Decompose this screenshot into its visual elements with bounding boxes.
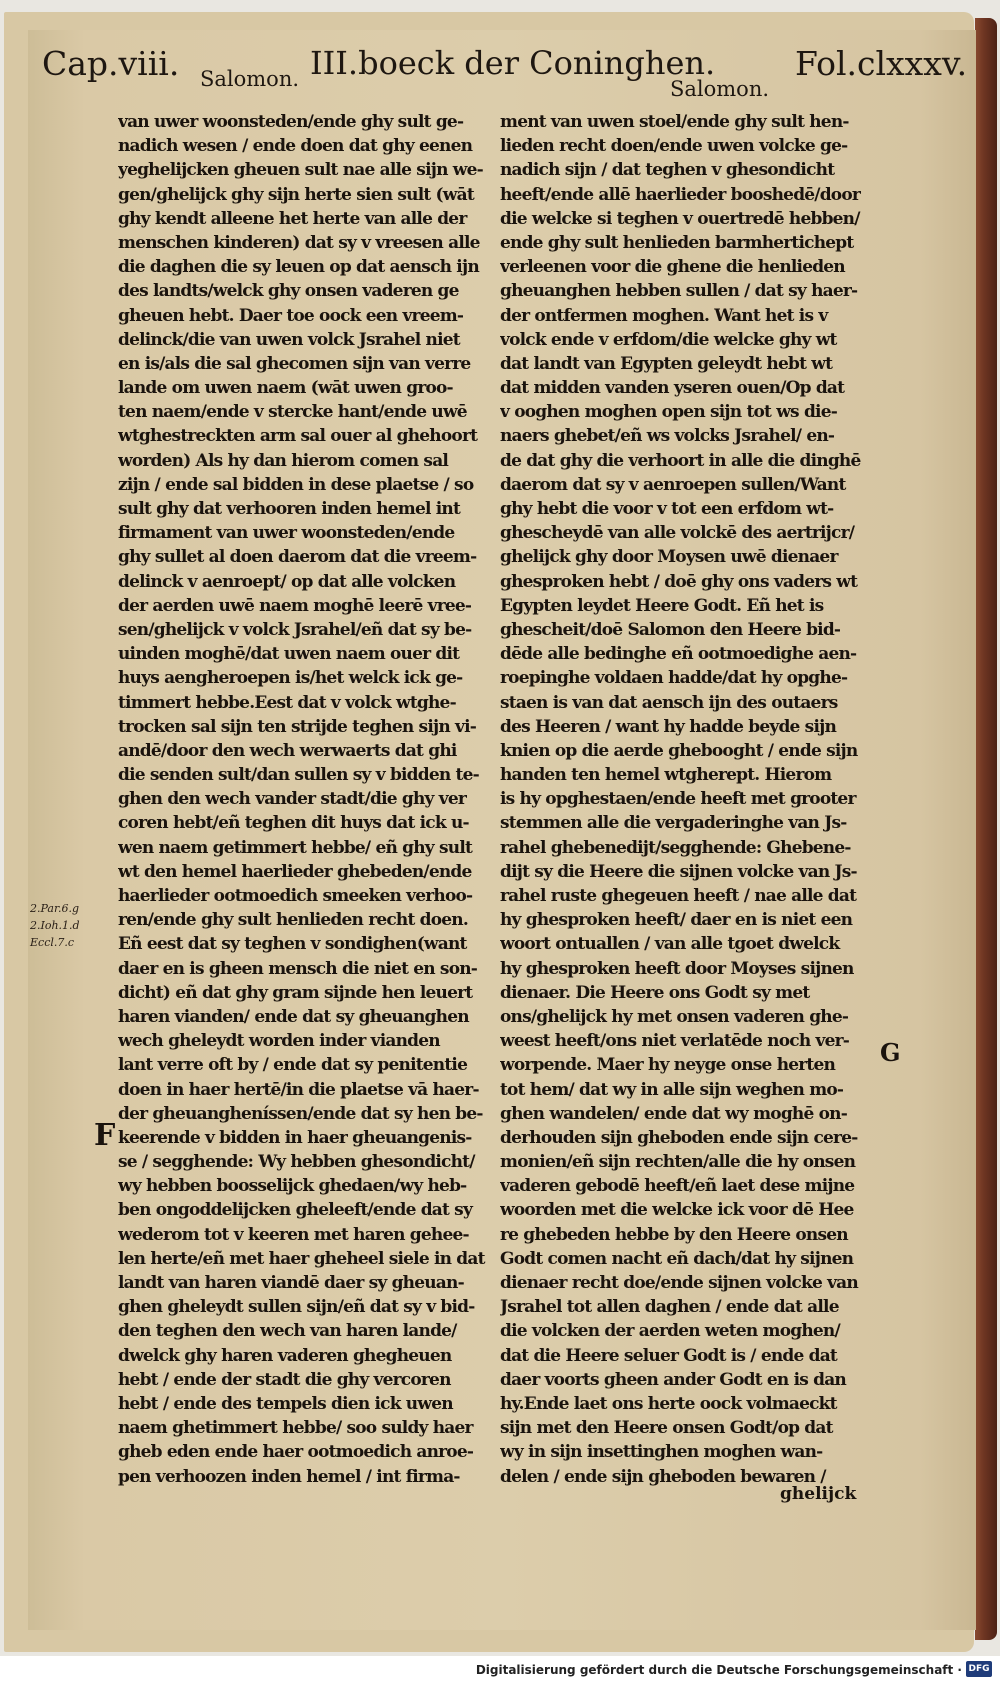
text-line: lande om uwen naem (wāt uwen groo- bbox=[118, 378, 453, 399]
text-line: ghesproken hebt / doē ghy ons vaders wt bbox=[500, 571, 858, 592]
text-line: andē/door den wech werwaerts dat ghi bbox=[118, 740, 457, 761]
text-line: wtghestreckten arm sal ouer al ghehoort bbox=[118, 426, 478, 447]
text-line: haren vianden/ ende dat sy gheuanghen bbox=[118, 1006, 469, 1027]
text-line: ghen wandelen/ ende dat wy moghē on- bbox=[500, 1103, 847, 1124]
text-line: nadich wesen / ende doen dat ghy eenen bbox=[118, 136, 473, 157]
text-line: des landts/welck ghy onsen vaderen ge bbox=[118, 281, 459, 302]
text-line: en is/als die sal ghecomen sijn van verre bbox=[118, 353, 471, 374]
text-line: sijn met den Heere onsen Godt/op dat bbox=[500, 1418, 833, 1439]
text-line: zijn / ende sal bidden in dese plaetse / so bbox=[118, 474, 474, 495]
text-line: dat landt van Egypten geleydt hebt wt bbox=[500, 353, 833, 374]
text-line: daer en is gheen mensch die niet en son- bbox=[118, 958, 478, 979]
text-line: doen in haer hertē/in die plaetse vā haer- bbox=[118, 1079, 479, 1100]
text-line: hy.Ende laet ons herte oock volmaeckt bbox=[500, 1393, 837, 1414]
book-title: III.boeck der Coninghen. bbox=[310, 44, 716, 82]
margin-note: 2.Par.6.g bbox=[30, 902, 80, 915]
text-line: ghelijck ghy door Moysen uwē dienaer bbox=[500, 547, 838, 568]
text-line: daer voorts gheen ander Godt en is dan bbox=[500, 1369, 846, 1390]
text-line: sult ghy dat verhooren inden hemel int bbox=[118, 499, 461, 519]
section-marker-g: G bbox=[880, 1038, 901, 1067]
text-line: ghescheydē van alle volckē des aertrijcr/ bbox=[500, 523, 855, 544]
text-line: wy hebben boosselijck ghedaen/wy heb- bbox=[118, 1176, 467, 1197]
chapter-heading: Cap.viii. bbox=[42, 44, 180, 83]
text-line: derhouden sijn gheboden ende sijn cere- bbox=[500, 1127, 858, 1148]
text-line: hy ghesproken heeft door Moyses sijnen bbox=[500, 958, 854, 979]
text-line: dicht) eñ dat ghy gram sijnde hen leuert bbox=[118, 982, 473, 1003]
text-line: re ghebeden hebbe by den Heere onsen bbox=[500, 1224, 848, 1245]
text-line: der aerden uwē naem moghē leerē vree- bbox=[118, 595, 472, 616]
text-line: die welcke si teghen v ouertredē hebben/ bbox=[500, 208, 860, 229]
text-line: rahel ruste ghegeuen heeft / nae alle dat bbox=[500, 886, 857, 906]
text-line: gen/ghelijck ghy sijn herte sien sult (wāt bbox=[118, 184, 474, 205]
text-line: Jsrahel tot allen daghen / ende dat alle bbox=[500, 1297, 839, 1318]
text-line: worpende. Maer hy neyge onse herten bbox=[500, 1055, 836, 1076]
text-line: gheb eden ende haer ootmoedich anroe- bbox=[118, 1442, 474, 1463]
text-line: der gheuangheníssen/ende dat sy hen be- bbox=[118, 1103, 483, 1124]
text-line: ghy kendt alleene het herte van alle der bbox=[118, 208, 467, 229]
text-line: wt den hemel haerlieder ghebeden/ende bbox=[118, 861, 472, 882]
text-line: staen is van dat aensch ijn des outaers bbox=[500, 692, 838, 713]
text-line: ghy sullet al doen daerom dat die vreem- bbox=[118, 547, 477, 568]
text-line: ons/ghelijck hy met onsen vaderen ghe- bbox=[500, 1006, 849, 1027]
text-line: yeghelijcken gheuen sult nae alle sijn we- bbox=[118, 160, 483, 181]
text-line: huys aengheroepen is/het welck ick ge- bbox=[118, 668, 463, 689]
text-line: verleenen voor die ghene die henlieden bbox=[500, 257, 845, 278]
text-line: lant verre oft by / ende dat sy penitentie bbox=[118, 1055, 468, 1076]
text-line: stemmen alle die vergaderinghe van Js- bbox=[500, 813, 847, 834]
folio-number: Fol.clxxxv. bbox=[795, 44, 968, 83]
text-line: len herte/eñ met haer gheheel siele in dat bbox=[118, 1248, 485, 1269]
text-line: die daghen die sy leuen op dat aensch ijn bbox=[118, 257, 479, 278]
text-line: ren/ende ghy sult henlieden recht doen. bbox=[118, 910, 468, 931]
text-line: naers ghebet/eñ ws volcks Jsrahel/ en- bbox=[500, 426, 835, 447]
text-line: wech gheleydt worden inder vianden bbox=[118, 1031, 440, 1052]
text-line: naem ghetimmert hebbe/ soo suldy haer bbox=[118, 1418, 473, 1439]
text-line: des Heeren / want hy hadde beyde sijn bbox=[500, 716, 837, 737]
text-line: woort ontuallen / van alle tgoet dwelck bbox=[500, 934, 840, 955]
text-line: hy ghesproken heeft/ daer en is niet een bbox=[500, 910, 853, 931]
text-line: Godt comen nacht eñ dach/dat hy sijnen bbox=[500, 1248, 854, 1269]
text-line: ment van uwen stoel/ende ghy sult hen- bbox=[500, 112, 849, 132]
text-line: die senden sult/dan sullen sy v bidden te- bbox=[118, 765, 479, 786]
text-line: hebt / ende des tempels dien ick uwen bbox=[118, 1393, 453, 1414]
text-line: haerlieder ootmoedich smeeken verhoo- bbox=[118, 886, 473, 906]
text-line: dwelck ghy haren vaderen ghegheuen bbox=[118, 1345, 452, 1366]
margin-note: 2.Ioh.1.d bbox=[30, 919, 80, 932]
text-line: menschen kinderen) dat sy v vreesen alle bbox=[118, 232, 480, 253]
section-marker-f: F bbox=[94, 1118, 116, 1153]
digitization-credit: Digitalisierung gefördert durch die Deutsche Forschungsgemeinschaft · bbox=[475, 1663, 962, 1677]
text-line: ghescheit/doē Salomon den Heere bid- bbox=[500, 619, 841, 640]
text-line: nadich sijn / dat teghen v ghesondicht bbox=[500, 160, 835, 181]
running-head-right: Salomon. bbox=[670, 77, 770, 101]
text-line: tot hem/ dat wy in alle sijn weghen mo- bbox=[500, 1079, 844, 1100]
text-line: volck ende v erfdom/die welcke ghy wt bbox=[500, 329, 837, 350]
text-column-left bbox=[118, 110, 494, 1489]
text-line: daerom dat sy v aenroepen sullen/Want bbox=[500, 474, 846, 495]
text-line: dēde alle bedinghe eñ ootmoedighe aen- bbox=[500, 644, 857, 665]
text-line: dienaer recht doe/ende sijnen volcke van bbox=[500, 1273, 858, 1293]
text-column-right bbox=[500, 110, 872, 1489]
text-line: dat die Heere seluer Godt is / ende dat bbox=[500, 1345, 837, 1366]
text-line: van uwer woonsteden/ende ghy sult ge- bbox=[118, 112, 464, 132]
text-line: der ontfermen moghen. Want het is v bbox=[500, 305, 828, 326]
text-line: coren hebt/eñ teghen dit huys dat ick u- bbox=[118, 813, 469, 834]
text-line: ende ghy sult henlieden barmhertichept bbox=[500, 232, 854, 253]
text-line: is hy opghestaen/ende heeft met grooter bbox=[500, 789, 856, 810]
text-line: v ooghen moghen open sijn tot ws die- bbox=[500, 402, 837, 423]
text-line: dijt sy die Heere die sijnen volcke van Js- bbox=[500, 861, 857, 882]
margin-note: Eccl.7.c bbox=[30, 936, 75, 949]
text-line: dat midden vanden yseren ouen/Op dat bbox=[500, 378, 845, 399]
text-line: timmert hebbe.Eest dat v volck wtghe- bbox=[118, 692, 456, 713]
text-line: se / segghende: Wy hebben ghesondicht/ bbox=[118, 1152, 475, 1173]
text-line: heeft/ende allē haerlieder booshedē/door bbox=[500, 184, 861, 205]
text-line: vaderen gebodē heeft/eñ laet dese mijne bbox=[500, 1176, 855, 1197]
text-line: delinck/die van uwen volck Jsrahel niet bbox=[118, 329, 460, 350]
text-line: pen verhoozen inden hemel / int firma- bbox=[118, 1466, 460, 1487]
text-line: uinden moghē/dat uwen naem ouer dit bbox=[118, 644, 460, 665]
dfg-logo: DFG bbox=[966, 1661, 992, 1677]
text-line: trocken sal sijn ten strijde teghen sijn vi- bbox=[118, 716, 477, 737]
text-line: woorden met die welcke ick voor dē Hee bbox=[500, 1200, 854, 1221]
text-line: ten naem/ende v stercke hant/ende uwē bbox=[118, 402, 467, 423]
text-line: delen / ende sijn gheboden bewaren / bbox=[500, 1466, 826, 1487]
text-line: gheuen hebt. Daer toe oock een vreem- bbox=[118, 305, 464, 326]
margin-notes bbox=[30, 900, 100, 951]
running-head-left: Salomon. bbox=[200, 67, 300, 91]
text-line: firmament van uwer woonsteden/ende bbox=[118, 523, 455, 544]
text-line: ghen den wech vander stadt/die ghy ver bbox=[118, 789, 466, 810]
text-line: de dat ghy die verhoort in alle die dinghē bbox=[500, 450, 861, 471]
text-line: weest heeft/ons niet verlatēde noch ver- bbox=[500, 1031, 850, 1052]
text-line: roepinghe voldaen hadde/dat hy opghe- bbox=[500, 668, 848, 689]
text-line: ben ongoddelijcken gheleeft/ende dat sy bbox=[118, 1200, 473, 1221]
text-line: wederom tot v keeren met haren gehee- bbox=[118, 1224, 469, 1245]
text-line: ghen gheleydt sullen sijn/eñ dat sy v bid- bbox=[118, 1297, 475, 1318]
text-line: monien/eñ sijn rechten/alle die hy onsen bbox=[500, 1152, 856, 1173]
text-line: wy in sijn insettinghen moghen wan- bbox=[500, 1442, 823, 1463]
text-line: knien op die aerde ghebooght / ende sijn bbox=[500, 740, 858, 761]
text-line: worden) Als hy dan hierom comen sal bbox=[118, 450, 449, 471]
text-line: hebt / ende der stadt die ghy vercoren bbox=[118, 1369, 451, 1390]
text-line: wen naem getimmert hebbe/ eñ ghy sult bbox=[118, 837, 473, 858]
text-line: die volcken der aerden weten moghen/ bbox=[500, 1321, 840, 1342]
text-line: ghy hebt die voor v tot een erfdom wt- bbox=[500, 499, 834, 519]
text-line: rahel ghebenedijt/segghende: Ghebene- bbox=[500, 837, 851, 858]
text-line: handen ten hemel wtgherept. Hierom bbox=[500, 765, 832, 786]
text-line: delinck v aenroept/ op dat alle volcken bbox=[118, 571, 456, 592]
catchword: ghelijck bbox=[780, 1484, 857, 1504]
book-fore-edge bbox=[975, 18, 997, 1640]
text-line: keerende v bidden in haer gheuangenis- bbox=[118, 1127, 472, 1148]
text-line: Egypten leydet Heere Godt. Eñ het is bbox=[500, 595, 824, 616]
text-line: sen/ghelijck v volck Jsrahel/eñ dat sy be- bbox=[118, 619, 472, 640]
text-line: den teghen den wech van haren lande/ bbox=[118, 1321, 457, 1342]
text-line: Eñ eest dat sy teghen v sondighen(want bbox=[118, 934, 467, 955]
text-line: lieden recht doen/ende uwen volcke ge- bbox=[500, 136, 848, 157]
text-line: landt van haren viandē daer sy gheuan- bbox=[118, 1273, 464, 1293]
text-line: dienaer. Die Heere ons Godt sy met bbox=[500, 982, 810, 1003]
text-line: gheuanghen hebben sullen / dat sy haer- bbox=[500, 281, 858, 302]
